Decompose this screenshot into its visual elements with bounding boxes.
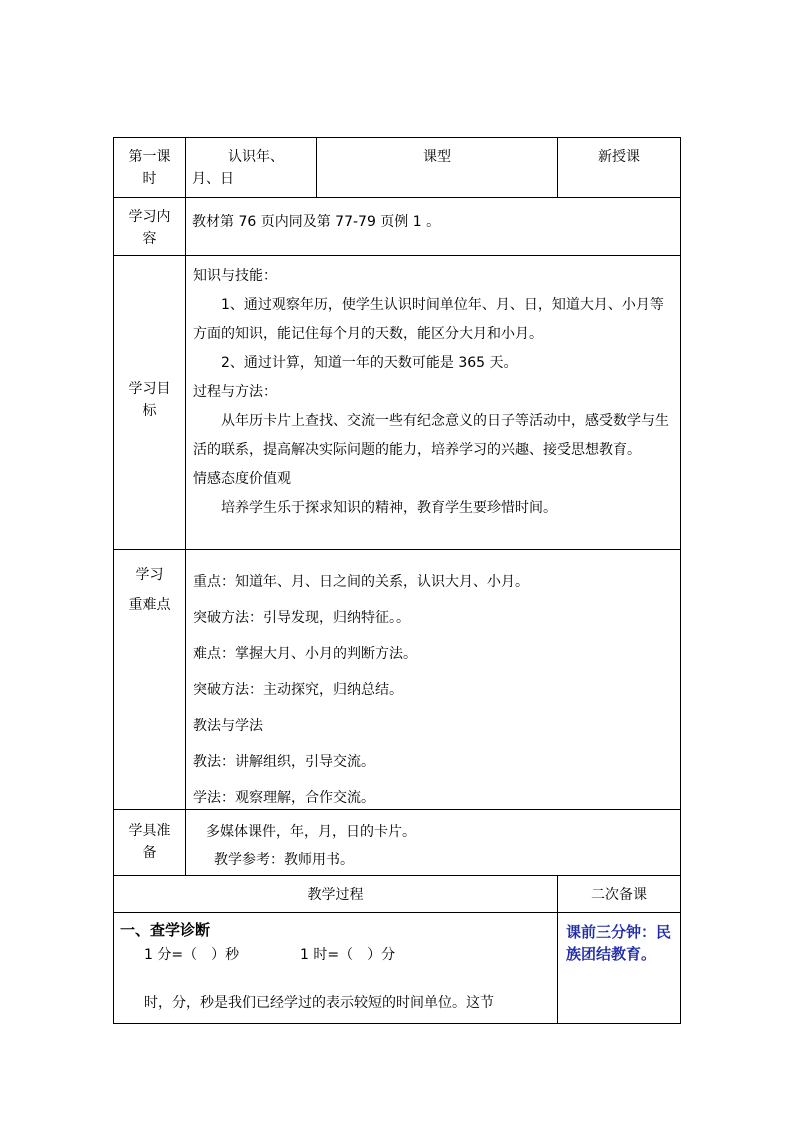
goals-label-cell: [114, 256, 186, 550]
lesson-type-value: 新授课: [598, 149, 640, 165]
keypoints-content-cell: [186, 550, 681, 810]
materials-label-cell: [114, 810, 186, 876]
goals-content-cell: [186, 256, 681, 550]
content-label: 学习内容: [128, 209, 171, 247]
side-note: 课前三分钟：民族团结教育。: [566, 923, 672, 963]
intro-paragraph: 时，分，秒是我们已经学过的表示较短的时间单位。这节: [144, 995, 494, 1011]
reference-text: 教学参考：教师用书。: [214, 852, 354, 868]
lesson-type-value-cell: [558, 138, 681, 198]
lesson-plan-table: [113, 137, 681, 1024]
key-point: 重点：知道年、月、日之间的关系，认识大月、小月。: [193, 574, 529, 590]
learn-method: 学法：观察理解，合作交流。: [193, 790, 375, 806]
keypoints-label-line1: 学习: [135, 567, 164, 583]
process-body-cell: [114, 913, 558, 1024]
questions-line: [120, 941, 551, 969]
process-header-left: [114, 876, 558, 913]
process-header-title: 教学过程: [307, 887, 364, 903]
process-text: 从年历卡片上查找、交流一些有纪念意义的日子等活动中，感受数学与生活的联系，提高解决实际问题的能力，培养学习的兴趣、接受思想教育。: [193, 413, 669, 458]
question-1: 1 分=（ ）秒: [144, 947, 240, 963]
content-value: 教材第 76 页内同及第 77-79 页例 1 。: [192, 214, 441, 230]
keypoints-label-cell: [114, 550, 186, 810]
materials-label-line1: 学具准: [128, 823, 171, 839]
goals-label-line1: 学习目: [128, 381, 171, 397]
question-2: 1 时=（ ）分: [300, 947, 396, 963]
lesson-type-label-cell: [317, 138, 558, 198]
emotion-title: 情感态度价值观: [193, 471, 291, 487]
difficulty-point: 难点：掌握大月、小月的判断方法。: [193, 646, 417, 662]
teach-method: 教法：讲解组织，引导交流。: [193, 754, 375, 770]
section-title: 一、查学诊断: [120, 921, 211, 939]
process-title: 过程与方法：: [193, 384, 277, 400]
content-label-cell: [114, 198, 186, 256]
knowledge-title: 知识与技能：: [193, 268, 277, 284]
lesson-label: 第一课时: [128, 149, 171, 187]
materials-label-line2: 备: [142, 845, 157, 861]
materials-text: 多媒体课件，年，月，日的卡片。: [206, 824, 416, 840]
knowledge-item-1: 1、通过观察年历，使学生认识时间单位年、月、日，知道大月、小月等方面的知识，能记住每个月的天数，能区分大月和小月。: [193, 297, 664, 342]
difficulty-method: 突破方法：主动探究，归纳总结。: [193, 682, 403, 698]
keypoints-label-line2: 重难点: [128, 597, 171, 613]
lesson-title-line1: 认识年、: [228, 149, 284, 165]
content-value-cell: [186, 198, 681, 256]
second-prep-title: 二次备课: [591, 887, 647, 903]
teach-learn-title: 教法与学法: [193, 718, 263, 734]
lesson-title-line2: 月、日: [192, 171, 234, 187]
goals-label-line2: 标: [142, 403, 157, 419]
lesson-type-label: 课型: [423, 149, 451, 165]
lesson-title-cell: [186, 138, 317, 198]
key-point-method: 突破方法：引导发现，归纳特征。。: [193, 610, 410, 626]
process-header-right: [558, 876, 681, 913]
side-note-cell: [558, 913, 681, 1024]
materials-content-cell: [186, 810, 681, 876]
lesson-label-cell: [114, 138, 186, 198]
emotion-text: 培养学生乐于探求知识的精神，教育学生要珍惜时间。: [221, 500, 557, 516]
knowledge-item-2: 2、通过计算，知道一年的天数可能是 365 天。: [221, 355, 518, 371]
